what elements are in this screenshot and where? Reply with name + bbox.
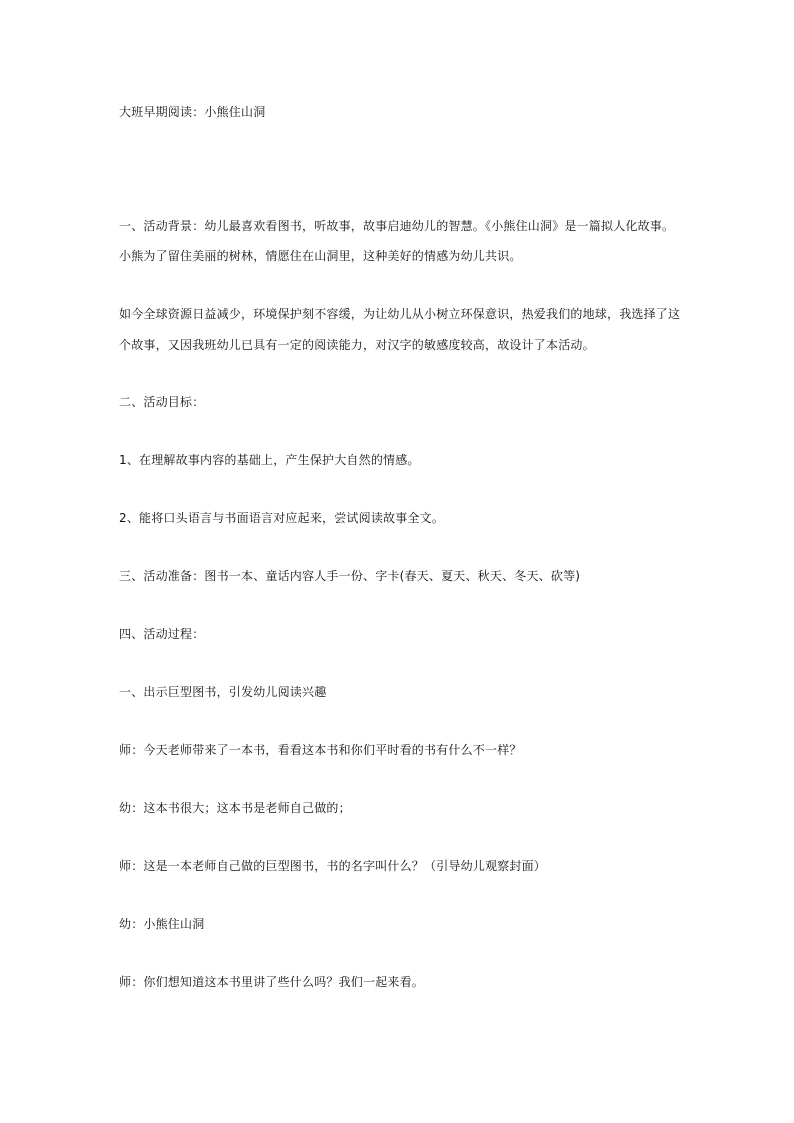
paragraph-line: 个故事，又因我班幼儿已具有一定的阅读能力，对汉字的敏感度较高，故设计了本活动。	[119, 338, 595, 352]
dialogue-line: 师：这是一本老师自己做的巨型图书，书的名字叫什么？（引导幼儿观察封面）	[119, 859, 547, 873]
paragraph-line: 如今全球资源日益减少，环境保护刻不容缓，为让幼儿从小树立环保意识，热爱我们的地球，我选择了这	[119, 307, 681, 321]
dialogue-line: 幼：这本书很大；这本书是老师自己做的；	[119, 801, 351, 815]
section-heading: 四、活动过程：	[119, 627, 205, 641]
goal-item: 1、在理解故事内容的基础上，产生保护大自然的情感。	[119, 453, 420, 467]
dialogue-line: 师：你们想知道这本书里讲了些什么吗？我们一起来看。	[119, 975, 425, 989]
paragraph-line: 小熊为了留住美丽的树林，情愿住在山洞里，这种美好的情感为幼儿共识。	[119, 249, 522, 263]
document-title: 大班早期阅读：小熊住山洞	[119, 105, 266, 119]
paragraph-line: 一、活动背景：幼儿最喜欢看图书，听故事，故事启迪幼儿的智慧。《小熊住山洞》是一篇拟人化故事。	[119, 219, 675, 233]
section-heading: 二、活动目标：	[119, 395, 205, 409]
goal-item: 2、能将口头语言与书面语言对应起来，尝试阅读故事全文。	[119, 511, 445, 525]
step-heading: 一、出示巨型图书，引发幼儿阅读兴趣	[119, 685, 327, 699]
dialogue-line: 师：今天老师带来了一本书，看看这本书和你们平时看的书有什么不一样？	[119, 743, 522, 757]
section-heading: 三、活动准备：图书一本、童话内容人手一份、字卡(春天、夏天、秋天、冬天、砍等)	[119, 569, 581, 583]
dialogue-line: 幼：小熊住山洞	[119, 917, 205, 931]
